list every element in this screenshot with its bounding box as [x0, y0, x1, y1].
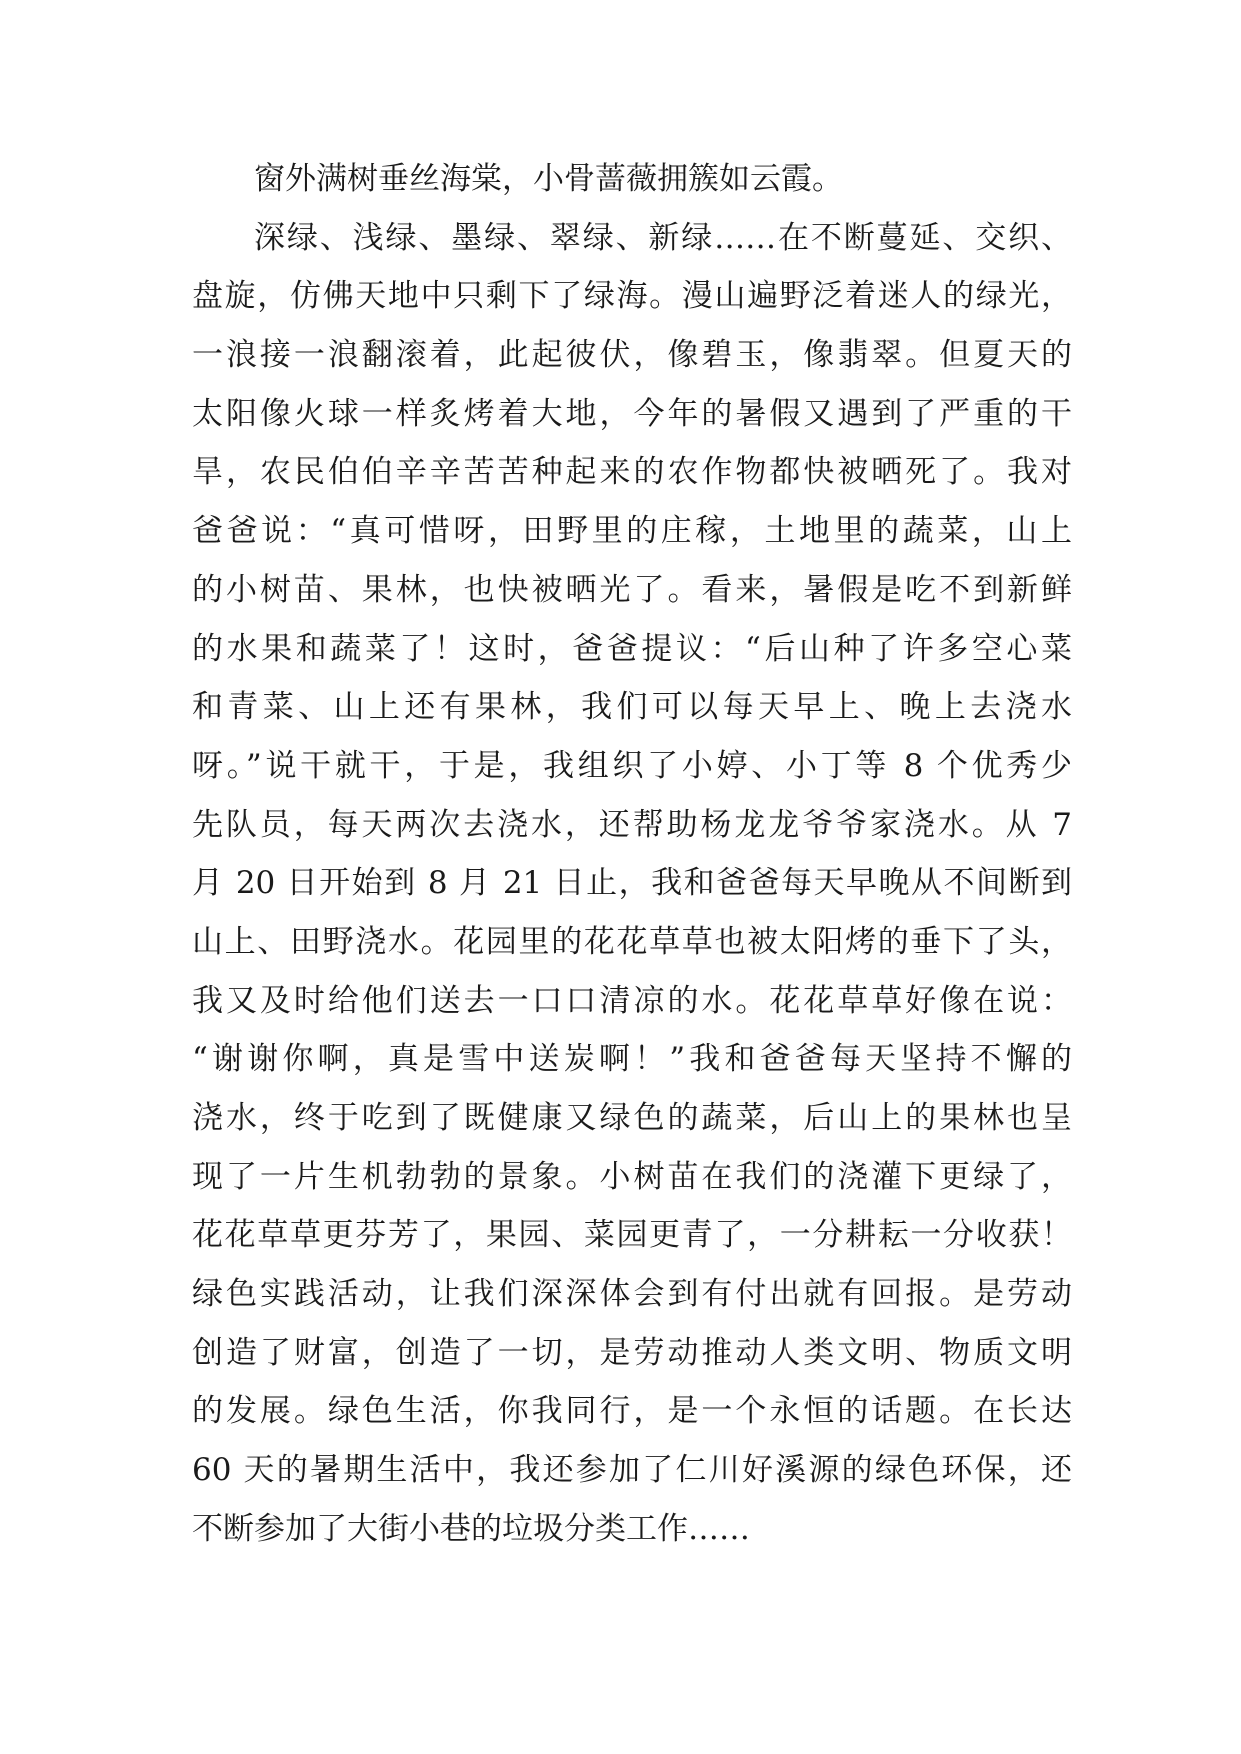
paragraph-line: 旱，农民伯伯辛辛苦苦种起来的农作物都快被晒死了。我对: [192, 454, 1072, 491]
paragraph-line: 的水果和蔬菜了！这时，爸爸提议：“后山种了许多空心菜: [192, 630, 1072, 667]
paragraph-line: 我又及时给他们送去一口口清凉的水。花花草草好像在说：: [192, 982, 1072, 1019]
essay-body: [192, 150, 1072, 1559]
paragraph-line: 创造了财富，创造了一切，是劳动推动人类文明、物质文明: [192, 1334, 1072, 1371]
paragraph-line: 不断参加了大街小巷的垃圾分类工作……: [192, 1510, 750, 1547]
paragraph-line: 60 天的暑期生活中，我还参加了仁川好溪源的绿色环保，还: [192, 1452, 1072, 1489]
paragraph-line: 绿色实践活动，让我们深深体会到有付出就有回报。是劳动: [192, 1276, 1072, 1313]
paragraph-line: 的小树苗、果林，也快被晒光了。看来，暑假是吃不到新鲜: [192, 571, 1072, 608]
paragraph-line: 花花草草更芬芳了，果园、菜园更青了，一分耕耘一分收获！: [192, 1217, 1072, 1254]
paragraph-line: 和青菜、山上还有果林，我们可以每天早上、晚上去浇水: [192, 689, 1072, 726]
paragraph-line: 一浪接一浪翻滚着，此起彼伏，像碧玉，像翡翠。但夏天的: [192, 337, 1072, 374]
paragraph-line: “谢谢你啊，真是雪中送炭啊！”我和爸爸每天坚持不懈的: [192, 1041, 1072, 1078]
paragraph-line: 呀。”说干就干，于是，我组织了小婷、小丁等 8 个优秀少: [192, 747, 1072, 784]
paragraph-line: 的发展。绿色生活，你我同行，是一个永恒的话题。在长达: [192, 1393, 1072, 1430]
paragraph-line: 山上、田野浇水。花园里的花花草草也被太阳烤的垂下了头，: [192, 923, 1072, 960]
paragraph-line: 深绿、浅绿、墨绿、翠绿、新绿……在不断蔓延、交织、: [254, 219, 1072, 256]
paragraph-line: 盘旋，仿佛天地中只剩下了绿海。漫山遍野泛着迷人的绿光，: [192, 278, 1072, 315]
paragraph-line: 月 20 日开始到 8 月 21 日止，我和爸爸每天早晚从不间断到: [192, 865, 1072, 902]
paragraph-line: 浇水，终于吃到了既健康又绿色的蔬菜，后山上的果林也呈: [192, 1100, 1072, 1136]
paragraph-line: 窗外满树垂丝海棠，小骨蔷薇拥簇如云霞。: [254, 161, 843, 197]
paragraph-line: 先队员，每天两次去浇水，还帮助杨龙龙爷爷家浇水。从 7: [192, 806, 1072, 843]
paragraph-line: 太阳像火球一样炙烤着大地，今年的暑假又遇到了严重的干: [192, 395, 1072, 432]
paragraph-line: 现了一片生机勃勃的景象。小树苗在我们的浇灌下更绿了，: [192, 1158, 1072, 1195]
paragraph-line: 爸爸说：“真可惜呀，田野里的庄稼，土地里的蔬菜，山上: [192, 513, 1072, 550]
